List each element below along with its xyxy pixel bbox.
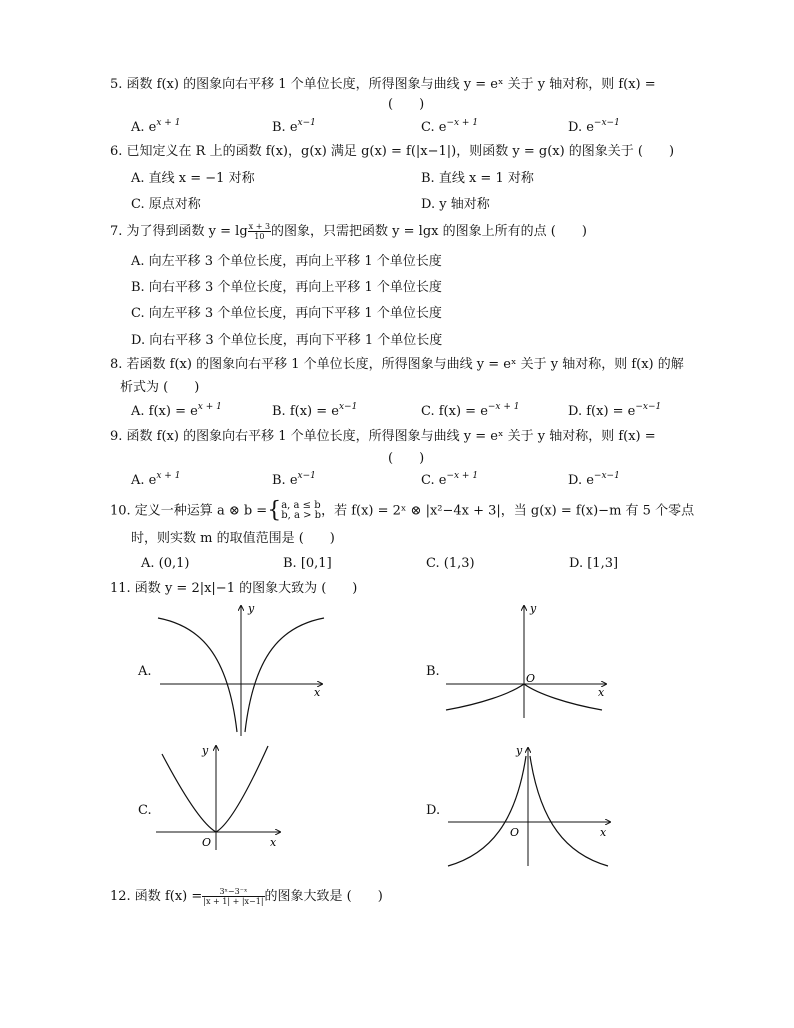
graph-c[interactable] <box>150 742 290 852</box>
q8-option-c[interactable]: C. $f(x) = e^{-x + 1}$ <box>421 402 520 419</box>
x-label: x <box>314 686 321 699</box>
graph-a[interactable] <box>150 600 330 740</box>
q7-option-a[interactable]: A. 向左平移 3 个单位长度，再向上平移 1 个单位长度 <box>131 254 442 269</box>
q11-stem: 11. 函数 y = 2|x|−1 的图象大致为 ( ) <box>110 581 358 596</box>
q6-stem: 6. 已知定义在 R 上的函数 f(x)，g(x) 满足 g(x) = f(|x−1|)，则函数 y = g(x) 的图象关于 ( ) <box>110 144 675 159</box>
graph-b-label[interactable]: B. <box>426 664 440 679</box>
curve-left <box>448 756 526 866</box>
q5-option-b[interactable]: B. $e^{x-1}$ <box>272 118 316 135</box>
curve-right <box>524 684 602 710</box>
curve-right <box>216 746 268 832</box>
q6-option-c[interactable]: C. 原点对称 <box>131 197 201 212</box>
q10-stem: 10. 定义一种运算 a ⊗ b ={ a, a ≤ b b, a > b ，若 f(x) = 2ˣ ⊗ |x²−4x + 3|，当 g(x) = f(x)−m 有 5 个零点 <box>110 498 695 523</box>
q7-option-d[interactable]: D. 向右平移 3 个单位长度，再向下平移 1 个单位长度 <box>131 333 443 348</box>
q12-stem: 12. 函数 f(x) = $\frac{\text{3ˣ−3⁻ˣ}}{|x + 1| + |x-1|}$ 的图象大致是 ( ) <box>110 887 383 906</box>
y-label: y <box>530 602 537 615</box>
q6-option-d[interactable]: D. y 轴对称 <box>421 197 490 212</box>
q7-option-b[interactable]: B. 向右平移 3 个单位长度，再向上平移 1 个单位长度 <box>131 280 442 295</box>
graph-d-label[interactable]: D. <box>426 803 441 818</box>
graph-b[interactable] <box>440 600 620 720</box>
q9-paren: ( ) <box>388 451 425 466</box>
q9-option-a[interactable]: A. $e^{x + 1}$ <box>131 471 181 488</box>
q5-stem: 5. 函数 f(x) 的图象向右平移 1 个单位长度，所得图象与曲线 y = eˣ 关于 y 轴对称，则 f(x) = <box>110 77 656 92</box>
q8-option-d[interactable]: D. $f(x) = e^{-x-1}$ <box>568 402 662 419</box>
curve-left <box>446 684 524 710</box>
x-label: x <box>598 686 605 699</box>
graph-c-label[interactable]: C. <box>138 803 152 818</box>
q10-option-c[interactable]: C. (1,3) <box>426 556 475 571</box>
curve-left <box>162 754 216 832</box>
q8-stem: 8. 若函数 f(x) 的图象向右平移 1 个单位长度，所得图象与曲线 y = eˣ 关于 y 轴对称，则 f(x) 的解 <box>110 357 684 372</box>
q10-option-a[interactable]: A. (0,1) <box>141 556 190 571</box>
q5-paren: ( ) <box>388 97 425 112</box>
origin-label: O <box>526 672 536 685</box>
curve-left <box>158 618 237 732</box>
q7-fraction: $\frac{x + 3}{10}$ <box>248 222 271 241</box>
q8-option-b[interactable]: B. $f(x) = e^{x-1}$ <box>272 402 358 419</box>
q10-option-d[interactable]: D. [1,3] <box>569 556 619 571</box>
y-label: y <box>248 602 255 615</box>
q10-option-b[interactable]: B. [0,1] <box>283 556 332 571</box>
q10-piecewise: a, a ≤ b b, a > b <box>281 500 322 521</box>
y-label: y <box>202 744 209 757</box>
q6-option-a[interactable]: A. 直线 x = −1 对称 <box>131 171 255 186</box>
x-label: x <box>270 836 277 849</box>
q8-stem-cont: 析式为 ( ) <box>120 380 200 395</box>
q10-stem-cont: 时，则实数 m 的取值范围是 ( ) <box>131 531 335 546</box>
origin-label: O <box>510 826 520 839</box>
graph-a-label[interactable]: A. <box>138 664 152 679</box>
q7-stem: 7. 为了得到函数 y = lg $\frac{x + 3}{10}$ 的图象，只需把函数 y = lgx 的图象上所有的点 ( ) <box>110 222 587 241</box>
q5-option-d[interactable]: D. $e^{-x-1}$ <box>568 118 620 135</box>
curve-right <box>245 618 324 732</box>
q8-option-a[interactable]: A. $f(x) = e^{x + 1}$ <box>131 402 222 419</box>
q9-option-d[interactable]: D. $e^{-x-1}$ <box>568 471 620 488</box>
x-label: x <box>600 826 607 839</box>
q5-option-a[interactable]: A. $e^{x + 1}$ <box>131 118 181 135</box>
origin-label: O <box>202 836 212 849</box>
q5-option-c[interactable]: C. $e^{-x + 1}$ <box>421 118 479 135</box>
q9-option-b[interactable]: B. $e^{x-1}$ <box>272 471 316 488</box>
q9-stem: 9. 函数 f(x) 的图象向右平移 1 个单位长度，所得图象与曲线 y = eˣ 关于 y 轴对称，则 f(x) = <box>110 429 656 444</box>
q9-option-c[interactable]: C. $e^{-x + 1}$ <box>421 471 479 488</box>
q12-fraction: $\frac{\text{3ˣ−3⁻ˣ}}{|x + 1| + |x-1|}$ <box>203 887 264 906</box>
graph-d[interactable] <box>440 742 620 872</box>
y-label: y <box>516 744 523 757</box>
curve-right <box>530 756 608 866</box>
q6-option-b[interactable]: B. 直线 x = 1 对称 <box>421 171 534 186</box>
q7-option-c[interactable]: C. 向左平移 3 个单位长度，再向下平移 1 个单位长度 <box>131 306 442 321</box>
